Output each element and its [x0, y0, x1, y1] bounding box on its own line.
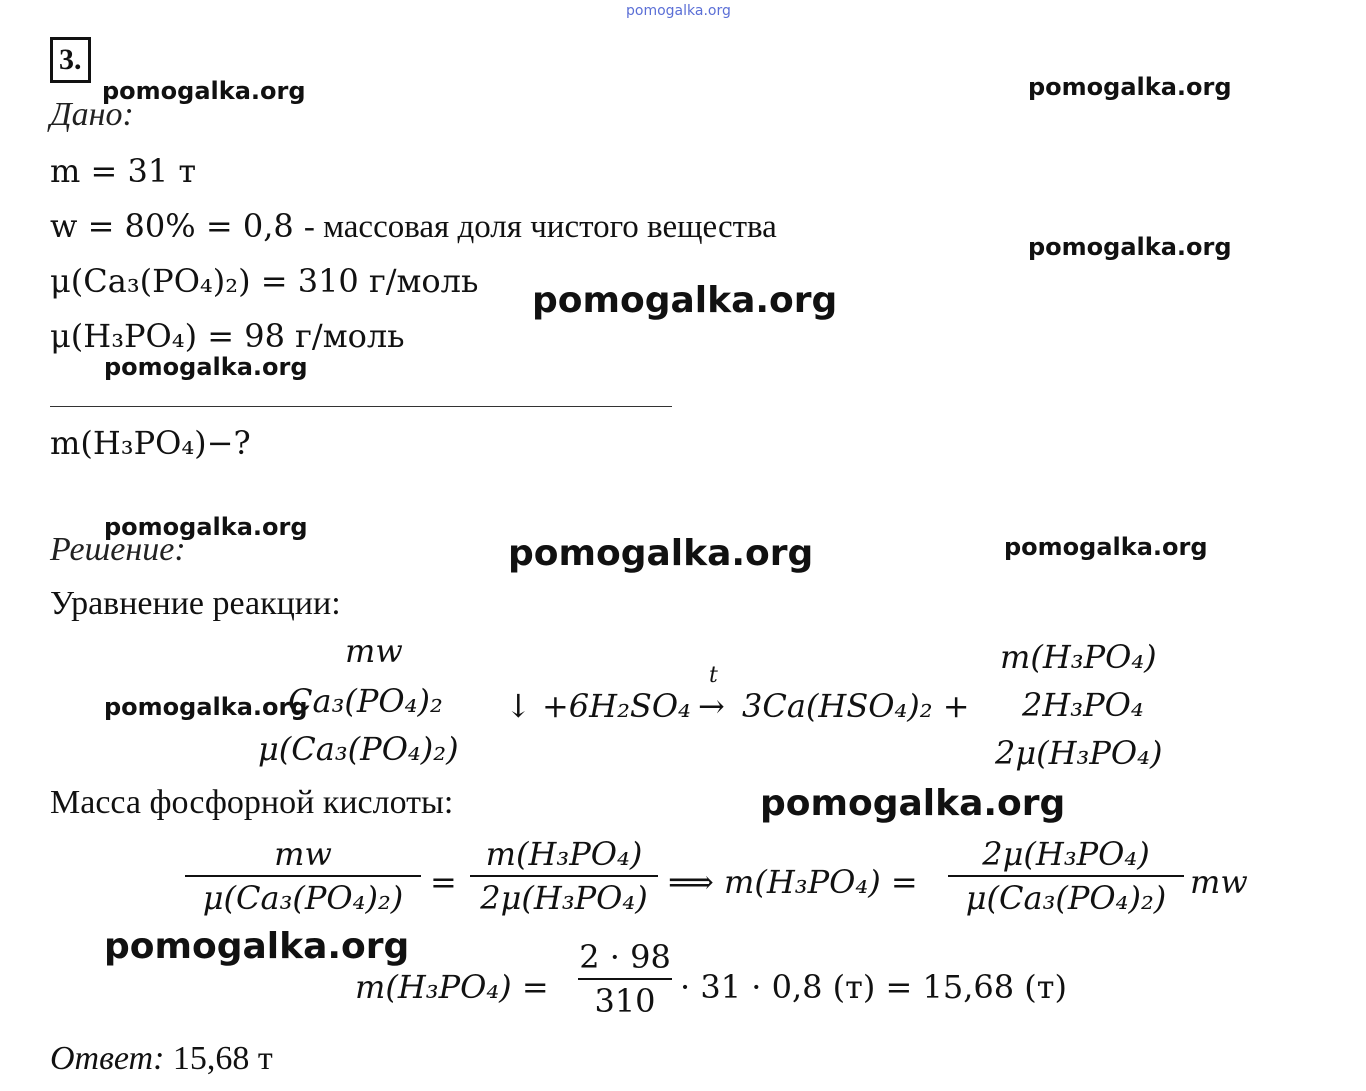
given-divider	[50, 406, 672, 407]
answer	[50, 1040, 273, 1078]
fraction-2-numerator: m(H₃PO₄)	[485, 835, 643, 873]
given-molar-h3po4: μ(H₃PO₄) = 98 г/моль	[50, 317, 405, 355]
answer-value: 15,68 т	[172, 1040, 273, 1077]
watermark: pomogalka.org	[1004, 533, 1208, 561]
given-fraction	[50, 207, 777, 246]
site-watermark-top: pomogalka.org	[626, 3, 731, 19]
calc-lhs: m(H₃PO₄) =	[355, 968, 549, 1006]
reaction-label: Уравнение реакции:	[50, 585, 341, 622]
fraction-1-denominator: μ(Ca₃(PO₄)₂)	[202, 879, 404, 917]
given-title: Дано:	[50, 96, 134, 133]
calc-fraction	[578, 938, 672, 1020]
watermark: pomogalka.org	[104, 926, 410, 967]
fraction-2-bar	[470, 875, 658, 877]
calc-numerator: 2 · 98	[579, 938, 671, 976]
fraction-3	[948, 835, 1184, 917]
watermark: pomogalka.org	[1028, 73, 1232, 101]
reaction-below-left: μ(Ca₃(PO₄)₂)	[258, 730, 459, 768]
reaction-arrow: →	[698, 687, 725, 725]
fraction-1-bar	[185, 875, 421, 877]
reaction-above-left: mw	[345, 632, 403, 670]
reaction-product: 2H₃PO₄	[1022, 686, 1144, 724]
find-quantity: m(H₃PO₄)−?	[50, 424, 251, 462]
fraction-1-numerator: mw	[274, 835, 332, 873]
watermark: pomogalka.org	[760, 783, 1066, 824]
problem-number: 3.	[50, 37, 91, 83]
reaction-above-right: m(H₃PO₄)	[1000, 638, 1157, 676]
watermark: pomogalka.org	[104, 693, 308, 721]
fraction-3-denominator: μ(Ca₃(PO₄)₂)	[965, 879, 1167, 917]
mass-label: Масса фосфорной кислоты:	[50, 784, 454, 821]
implies-expression: ⟹ m(H₃PO₄) =	[668, 863, 918, 901]
given-mass: m = 31 т	[50, 152, 197, 190]
reaction-reagent: ↓ +6H₂SO₄	[505, 687, 691, 725]
reaction-reactant: Ca₃(PO₄)₂	[288, 682, 443, 720]
given-molar-ca3po42: μ(Ca₃(PO₄)₂) = 310 г/моль	[50, 262, 479, 300]
watermark: pomogalka.org	[102, 77, 306, 105]
reaction-arrow-label: t	[709, 663, 718, 688]
fraction-3-numerator: 2μ(H₃PO₄)	[982, 835, 1150, 873]
given-fraction-note: - массовая доля чистого вещества	[303, 209, 777, 245]
solution-title: Решение:	[50, 531, 186, 568]
reaction-byproduct: 3Ca(HSO₄)₂ +	[742, 687, 970, 725]
fraction-2-denominator: 2μ(H₃PO₄)	[480, 879, 648, 917]
watermark: pomogalka.org	[1028, 233, 1232, 261]
equals-sign-1: =	[430, 863, 457, 901]
watermark: pomogalka.org	[104, 513, 308, 541]
fraction-1	[185, 835, 421, 917]
calc-denominator: 310	[594, 982, 656, 1020]
watermark: pomogalka.org	[508, 533, 814, 574]
watermark: pomogalka.org	[532, 280, 838, 321]
fraction-3-bar	[948, 875, 1184, 877]
watermark: pomogalka.org	[104, 353, 308, 381]
calc-rhs: · 31 · 0,8 (т) = 15,68 (т)	[680, 968, 1067, 1006]
fraction-2	[470, 835, 658, 917]
calc-bar	[578, 978, 672, 980]
answer-label: Ответ:	[50, 1040, 165, 1077]
proportion-tail: mw	[1190, 863, 1248, 901]
reaction-below-right: 2μ(H₃PO₄)	[995, 734, 1163, 772]
given-fraction-value: w = 80% = 0,8	[50, 207, 294, 245]
